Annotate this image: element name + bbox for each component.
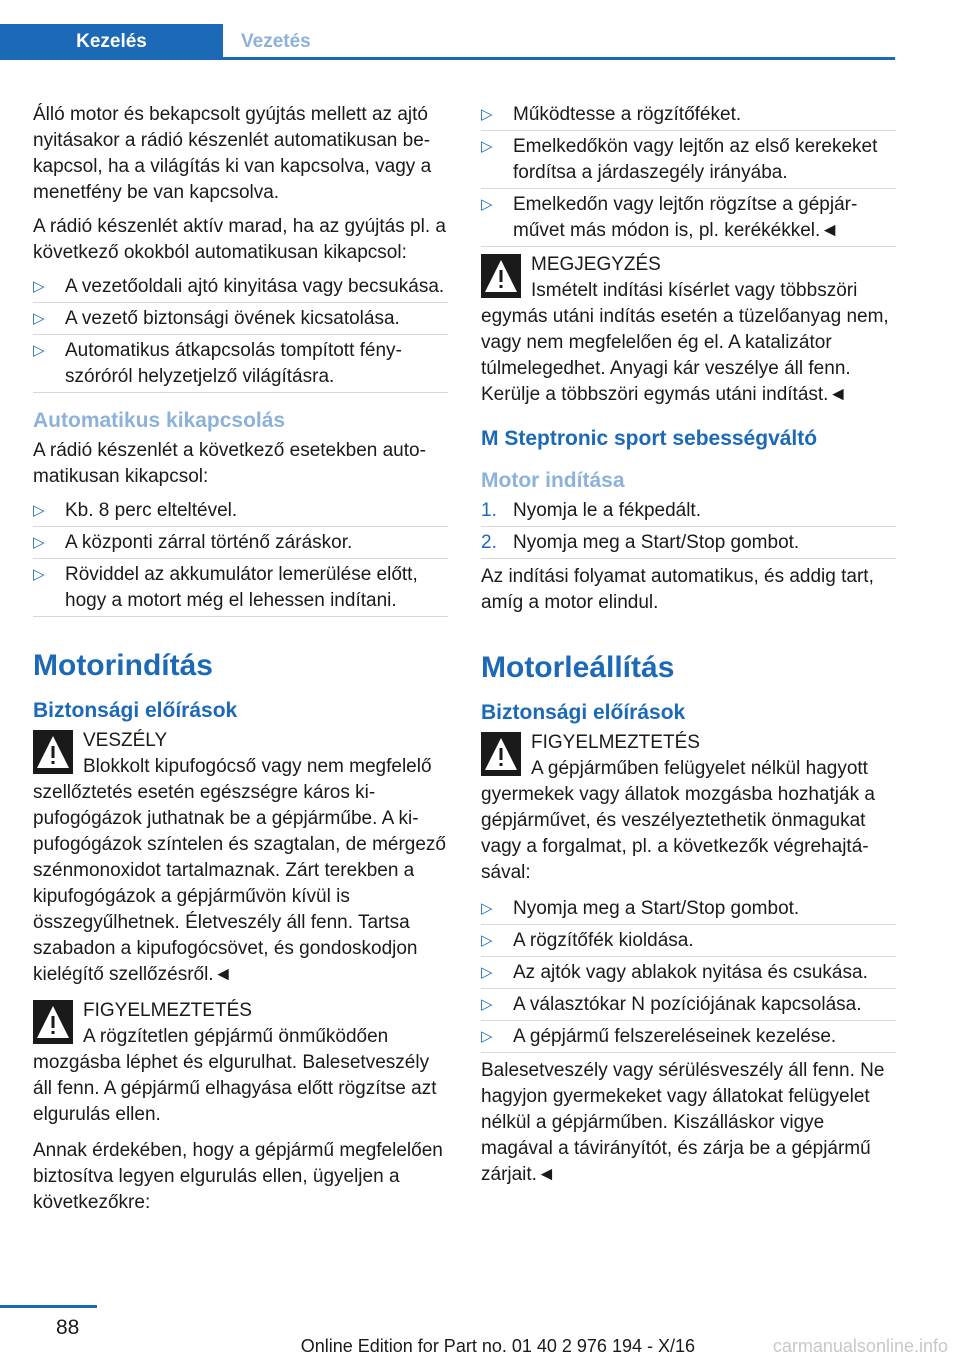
heading-motorleallitas: Motorleállítás <box>481 651 675 684</box>
heading-steptronic: M Steptronic sport sebességváltó <box>481 427 818 450</box>
page-number: 88 <box>56 1316 80 1339</box>
list-item: ▷ A rögzítőfék kioldása. <box>481 928 896 954</box>
list-item: ▷ A vezetőoldali ajtó kinyitása vagy becsukása. <box>33 274 448 300</box>
chapter-tabs <box>0 24 895 60</box>
warning-block <box>481 252 896 408</box>
list-item: ▷ Az ajtók vagy ablakok nyitása és csukása. <box>481 960 896 986</box>
bullet-list <box>33 498 448 614</box>
warning-text: A rögzítetlen gépjármű önműködően mozgásba léphet és elgurulhat. Balesetveszély áll fenn. A gépjármű elhagyása előtt rögzítse azt elgurulás ellen. <box>33 1026 437 1125</box>
triangle-right-icon: ▷ <box>481 900 493 917</box>
triangle-right-icon: ▷ <box>481 964 493 981</box>
step-number: 1. <box>481 500 497 521</box>
list-item: ▷ A vezető biztonsági övének kicsatolása. <box>33 306 448 332</box>
triangle-right-icon: ▷ <box>481 1028 493 1045</box>
triangle-right-icon: ▷ <box>33 534 45 551</box>
subheading-motor-start: Motor indítása <box>481 469 625 492</box>
warning-block <box>33 728 448 988</box>
warning-title: FIGYELMEZTETÉS <box>531 732 700 753</box>
watermark: carmanualsonline.info <box>772 1336 948 1356</box>
list-item: ▷ Röviddel az akkumulátor lemerülése előtt, hogy a motort még el lehessen indítani. <box>33 562 448 614</box>
warning-text: Ismételt indítási kísérlet vagy többszöri egymás utáni indítás esetén a tüzelőanyag nem, vagy nem megfelelően ég el. A katalizátor túlmelegedhet. Anyagi kár veszélye áll fenn. Kerülje a többszöri egymás utáni indítást.◄ <box>481 280 889 405</box>
paragraph: A rádió készenlét aktív marad, ha az gyújtás pl. a következő okokból automatikusan kikapcsol: <box>33 216 446 263</box>
triangle-right-icon: ▷ <box>33 342 45 359</box>
triangle-right-icon: ▷ <box>481 138 493 155</box>
subheading-auto-off: Automatikus kikapcsolás <box>33 409 286 432</box>
paragraph: A rádió készenlét a következő esetekben automatikusan kikapcsol: <box>33 440 426 487</box>
paragraph: Álló motor és bekapcsolt gyújtás mellett az ajtó nyitásakor a rádió készenlét automatikusan bekapcsol, ha a világítás ki van kapcsolva, vagy a menetfény be van kapcsolva. <box>33 104 432 203</box>
tab-underline <box>0 57 895 60</box>
step-number: 2. <box>481 532 497 553</box>
warning-text: Blokkolt kipufogócső vagy nem megfelelő szellőztetés esetén egészségre káros kipufogógázok juthatnak be a gépjárműbe. A kipufogógázok színtelen és szagtalan, de mérgező szénmonoxidot tartalmaznak. Zárt terekben a kipufogógázok a gépjárművön kívül is összegyűlhetnek. Életveszély áll fenn. Tartsa szabadon a kipufogócsövet, és gondoskodjon kielégítő szellőzésről.◄ <box>33 756 446 985</box>
triangle-right-icon: ▷ <box>33 310 45 327</box>
list-item: 2. Nyomja meg a Start/Stop gombot. <box>481 530 896 556</box>
warning-text: A gépjárműben felügyelet nélkül hagyott gyermekek vagy állatok mozgásba hozhatják a gépjárművet, és veszélyeztethetik önmagukat vagy a forgalmat, pl. a következők végrehajtásával: <box>481 758 875 883</box>
list-item: ▷ A választókar N pozíciójának kapcsolása. <box>481 992 896 1018</box>
footer-line <box>0 1305 97 1308</box>
list-item: ▷ Automatikus átkapcsolás tompított fényszóróról helyzetjelző világításra. <box>33 338 448 390</box>
paragraph: Az indítási folyamat automatikus, és addig tart, amíg a motor elindul. <box>481 566 874 613</box>
list-item: ▷ A központi zárral történő záráskor. <box>33 530 448 556</box>
triangle-right-icon: ▷ <box>481 106 493 123</box>
warning-block <box>481 730 896 886</box>
paragraph: Annak érdekében, hogy a gépjármű megfelelően biztosítva legyen elgurulás ellen, ügyeljen a következőkre: <box>33 1140 443 1213</box>
paragraph: Balesetveszély vagy sérülésveszély áll fenn. Ne hagyjon gyermekeket vagy állatokat felügyelet nélkül a gépjárműben. Kiszálláskor vigye magával a távirányítót, és zárja be a gépjármű zárjait.◄ <box>481 1060 885 1185</box>
list-item: 1. Nyomja le a fékpedált. <box>481 498 896 524</box>
list-item: ▷ Nyomja meg a Start/Stop gombot. <box>481 896 896 922</box>
warning-triangle-icon <box>481 732 521 776</box>
heading-motorinditas: Motorindítás <box>33 649 213 682</box>
warning-triangle-icon <box>481 254 521 298</box>
heading-safety: Biztonsági előírások <box>33 699 238 722</box>
triangle-right-icon: ▷ <box>481 932 493 949</box>
list-item: ▷ Kb. 8 perc elteltével. <box>33 498 448 524</box>
list-item: ▷ Emelkedőn vagy lejtőn rögzítse a gépjárművet más módon is, pl. kerékékkel.◄ <box>481 192 896 244</box>
warning-title: MEGJEGYZÉS <box>531 254 661 275</box>
triangle-right-icon: ▷ <box>33 566 45 583</box>
heading-safety: Biztonsági előírások <box>481 701 686 724</box>
triangle-right-icon: ▷ <box>481 996 493 1013</box>
bullet-list <box>33 274 448 390</box>
warning-triangle-icon <box>33 730 73 774</box>
bullet-list <box>481 896 896 1050</box>
list-item: ▷ Működtesse a rögzítőféket. <box>481 102 896 128</box>
tab-vezetes[interactable]: Vezetés <box>241 31 311 52</box>
numbered-list <box>481 498 896 556</box>
triangle-right-icon: ▷ <box>33 502 45 519</box>
edition-note: Online Edition for Part no. 01 40 2 976 194 - X/16 <box>300 1336 695 1356</box>
triangle-right-icon: ▷ <box>481 196 493 213</box>
left-column <box>33 102 448 1224</box>
warning-block <box>33 998 448 1128</box>
tab-kezeles[interactable]: Kezelés <box>0 24 223 60</box>
bullet-list <box>481 102 896 244</box>
warning-title: FIGYELMEZTETÉS <box>83 1000 252 1021</box>
triangle-right-icon: ▷ <box>33 278 45 295</box>
warning-title: VESZÉLY <box>83 730 168 751</box>
right-column <box>481 102 896 1196</box>
list-item: ▷ A gépjármű felszereléseinek kezelése. <box>481 1024 896 1050</box>
warning-triangle-icon <box>33 1000 73 1044</box>
list-item: ▷ Emelkedőkön vagy lejtőn az első kerekeket fordítsa a járdaszegély irányába. <box>481 134 896 186</box>
